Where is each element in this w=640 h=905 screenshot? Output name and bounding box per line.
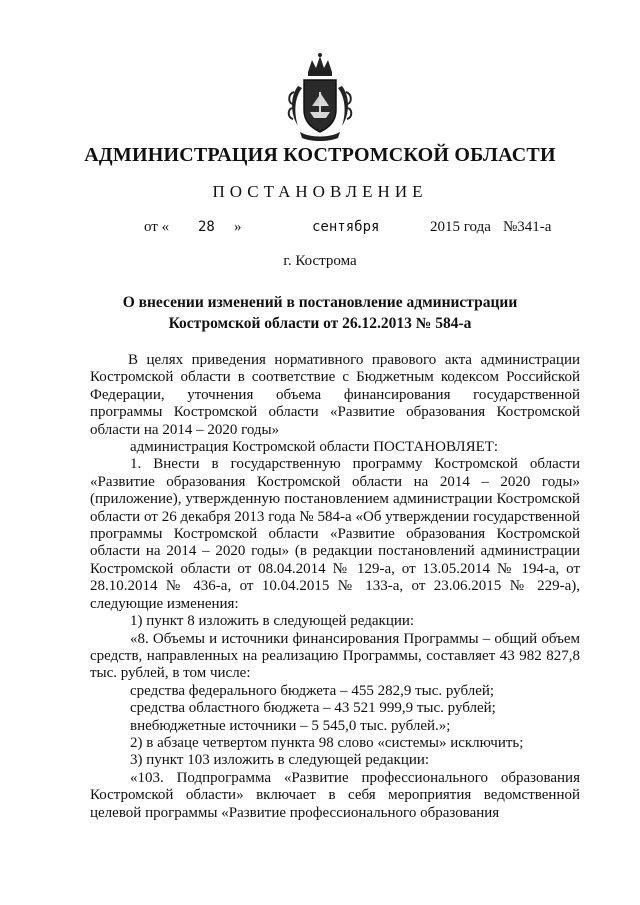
document-body [90,352,580,822]
paragraph-preamble: В целях приведения нормативного правового акта администрации Костромской области в соответствие с Бюджетным кодексом Российской Федерации, уточнения объема финансирования государственной программы Костромской области «Развитие образования Костромской области на 2014 – 2020 годы» [90,352,580,438]
date-prefix: от « [144,219,170,235]
document-type: ПОСТАНОВЛЕНИЕ [212,182,428,201]
paragraph-subitem-3: 3) пункт 103 изложить в следующей редакции: [130,752,430,769]
date-quote-close: » [234,219,242,235]
paragraph-quote-103: «103. Подпрограмма «Развитие профессионального образования Костромской области» включает в себя мероприятия ведомственной целевой программы «Развитие профессионального образования [90,769,580,821]
paragraph-quote-8: «8. Объемы и источники финансирования Программы – общий объем средств, направленных на реализацию Программы, составляет 43 982 827,8 тыс. рублей, в том числе: [90,630,580,682]
paragraph-regional-budget: средства областного бюджета – 43 521 999,9 тыс. рублей; [130,700,496,717]
date-year: 2015 года [430,219,491,235]
paragraph-extrabudgetary: внебюджетные источники – 5 545,0 тыс. рублей.»; [130,717,451,734]
paragraph-federal-budget: средства федерального бюджета – 455 282,9 тыс. рублей; [130,682,495,699]
coat-of-arms-emblem [284,52,356,144]
organization-title: АДМИНИСТРАЦИЯ КОСТРОМСКОЙ ОБЛАСТИ [84,144,556,166]
city-name: г. Кострома [283,253,357,269]
date-day: 28 [198,219,215,235]
paragraph-subitem-1: 1) пункт 8 изложить в следующей редакции: [130,613,415,630]
paragraph-subitem-2: 2) в абзаце четвертом пункта 98 слово «системы» исключить; [130,734,524,751]
paragraph-resolves: администрация Костромской области ПОСТАНОВЛЯЕТ: [130,439,499,456]
document-number: №341-а [503,219,552,235]
paragraph-item-1: 1. Внести в государственную программу Костромской области «Развитие образования Костромской области на 2014 – 2020 годы» (приложение), утвержденную постановлением администрации Костромской области от 26 декабря 2013 года № 584-а «Об утверждении государственной программы Костромской области «Развитие образования Костромской области на 2014 – 2020 годы» (в редакции постановлений администрации Костромской области от 08.04.2014 № 129-а, от 13.05.2014 № 194-а, от 28.10.2014 № 436-а, от 10.04.2015 № 133-а, от 23.06.2015 № 229-а), следующие изменения: [90,456,580,612]
document-subject: О внесении изменений в постановление администрации Костромской области от 26.12.2013 № 584-а [122,294,518,332]
date-month: сентября [312,219,380,235]
